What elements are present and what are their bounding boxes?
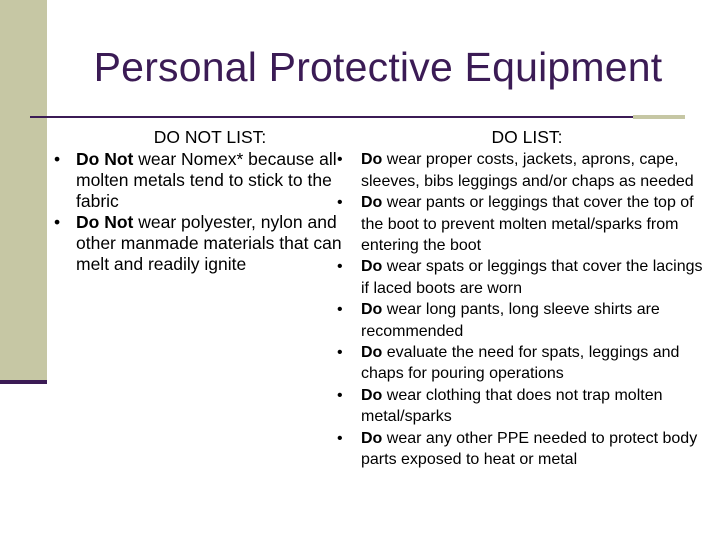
item-text: wear spats or leggings that cover the lacings if laced boots are worn bbox=[361, 258, 703, 297]
item-lead: Do Not bbox=[76, 212, 134, 232]
item-lead: Do bbox=[361, 194, 383, 212]
do-not-list-column bbox=[54, 127, 346, 275]
bullet-icon: • bbox=[337, 429, 343, 447]
list-item bbox=[337, 149, 707, 192]
bullet-icon: • bbox=[337, 301, 343, 319]
bullet-icon: • bbox=[337, 386, 343, 404]
item-lead: Do Not bbox=[76, 149, 134, 169]
list-item bbox=[54, 212, 346, 275]
item-text: wear long pants, long sleeve shirts are recommended bbox=[361, 301, 660, 340]
list-item bbox=[337, 428, 707, 471]
item-lead: Do bbox=[361, 301, 383, 319]
bullet-icon: • bbox=[54, 212, 61, 232]
bullet-icon: • bbox=[337, 194, 343, 212]
list-item bbox=[337, 385, 707, 428]
do-list bbox=[337, 149, 707, 470]
list-item bbox=[337, 256, 707, 299]
item-lead: Do bbox=[361, 344, 383, 362]
bullet-icon: • bbox=[54, 149, 61, 169]
left-decorative-band bbox=[0, 0, 47, 382]
item-text: wear pants or leggings that cover the top of the boot to prevent molten metal/sparks from entering the boot bbox=[361, 194, 694, 255]
list-item bbox=[337, 342, 707, 385]
item-text: wear proper costs, jackets, aprons, cape, sleeves, bibs leggings and/or chaps as needed bbox=[361, 151, 694, 190]
list-item bbox=[337, 192, 707, 256]
do-list-heading: DO LIST: bbox=[491, 127, 563, 147]
list-item bbox=[54, 149, 346, 212]
bullet-icon: • bbox=[337, 258, 343, 276]
item-text: wear polyester, nylon and other manmade materials that can melt and readily ignite bbox=[76, 212, 342, 274]
item-text: wear any other PPE needed to protect body parts exposed to heat or metal bbox=[361, 429, 698, 469]
item-text: wear clothing that does not trap molten metal/sparks bbox=[361, 386, 663, 426]
title-rule-accent bbox=[633, 115, 685, 119]
list-item bbox=[337, 299, 707, 342]
item-lead: Do bbox=[361, 151, 383, 169]
title-rule bbox=[30, 116, 633, 118]
item-text: wear Nomex* because all molten metals tend to stick to the fabric bbox=[76, 149, 337, 211]
do-list-column bbox=[337, 127, 707, 471]
item-text: evaluate the need for spats, leggings and chaps for pouring operations bbox=[361, 344, 680, 383]
item-lead: Do bbox=[361, 429, 383, 447]
left-band-divider bbox=[0, 380, 47, 384]
do-not-list-heading: DO NOT LIST: bbox=[153, 127, 267, 147]
item-lead: Do bbox=[361, 258, 383, 276]
bullet-icon: • bbox=[337, 151, 343, 169]
bullet-icon: • bbox=[337, 344, 343, 362]
item-lead: Do bbox=[361, 386, 383, 404]
slide-title: Personal Protective Equipment bbox=[93, 44, 663, 90]
do-not-list bbox=[54, 149, 346, 275]
